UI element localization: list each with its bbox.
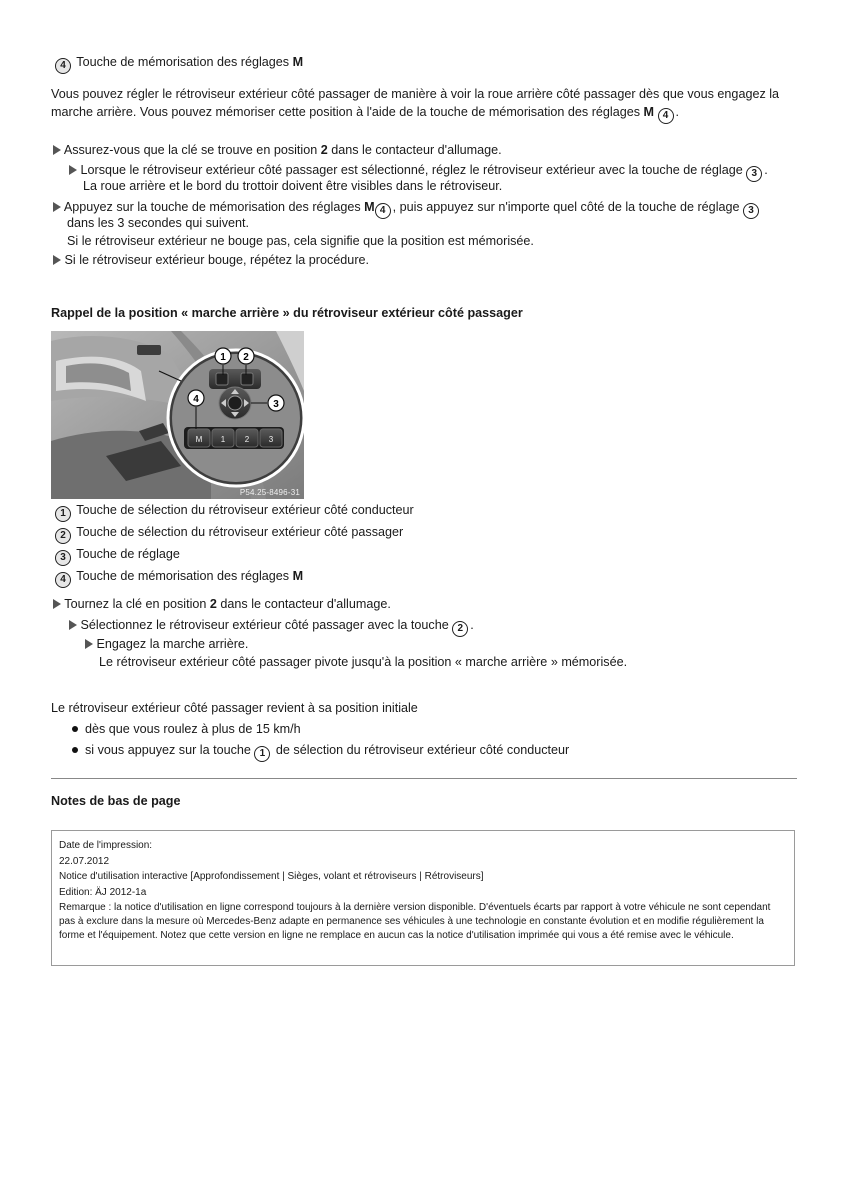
- step-text: Lorsque le rétroviseur extérieur côté passager est sélectionné, réglez le rétroviseur extérieur avec la touche de réglage: [80, 163, 743, 177]
- callout-1-icon: 1: [55, 506, 71, 522]
- bullet-item: [72, 742, 569, 762]
- callout-3-icon: 3: [743, 203, 759, 219]
- return-intro: Le rétroviseur extérieur côté passager revient à sa position initiale: [51, 701, 418, 715]
- callout-1-label: 1: [220, 352, 226, 363]
- step-continuation: dans les 3 secondes qui suivent.: [67, 216, 250, 230]
- callout-2-label: 2: [243, 352, 249, 363]
- print-date-value: 22.07.2012: [59, 855, 110, 867]
- callout-1-icon: 1: [254, 746, 270, 762]
- callout-3-icon: 3: [55, 550, 71, 566]
- step-text: Engagez la marche arrière.: [96, 637, 249, 651]
- step-continuation: La roue arrière et le bord du trottoir doivent être visibles dans le rétroviseur.: [83, 179, 503, 193]
- legend-text: Touche de mémorisation des réglages: [76, 569, 290, 583]
- step-text: Si le rétroviseur extérieur bouge, répétez la procédure.: [64, 253, 370, 267]
- memory-button-3: 3: [268, 435, 274, 444]
- breadcrumb-path: Notice d'utilisation interactive [Approfondissement | Sièges, volant et rétroviseurs | Rétroviseurs]: [59, 871, 484, 883]
- intro-legend-item-4: [55, 54, 303, 74]
- callout-4-icon: 4: [55, 58, 71, 74]
- step-text: dans le contacteur d'allumage.: [220, 597, 391, 611]
- step-text: Tournez la clé en position: [64, 597, 207, 611]
- legend-item-2: [55, 524, 403, 544]
- bullet-dot-icon: [72, 726, 78, 732]
- step-continuation: Si le rétroviseur extérieur ne bouge pas, cela signifie que la position est mémorisée.: [67, 234, 534, 248]
- print-date-label: Date de l'impression:: [59, 840, 153, 851]
- step-bold: 2: [320, 143, 328, 157]
- legend-text: Touche de réglage: [76, 547, 180, 561]
- callout-2-icon: 2: [452, 621, 468, 637]
- remark: Remarque : la notice d'utilisation en ligne correspond toujours à la dernière version disponible. D'éventuels écarts par rapport à votre véhicule ne sont cependant pas à exclure dans la mesure où Mercedes-Benz adapte en permanence ses véhicules à une technologie en constante évolution et en modifie régulièrement la forme et l'équipement. Notez que cette version en ligne ne remplace en aucun cas la notice d'utilisation imprimée qui vous a été remise avec le véhicule.: [59, 902, 771, 941]
- step-bold: M: [364, 200, 375, 214]
- callout-4-icon: 4: [658, 108, 674, 124]
- memory-button-1: 1: [220, 435, 226, 444]
- step-bold: 2: [209, 597, 217, 611]
- memory-button-m: M: [195, 435, 203, 444]
- door-control-panel-figure: [51, 331, 304, 499]
- step-text: dans le contacteur d'allumage.: [331, 143, 502, 157]
- intro-paragraph-bold: M: [643, 105, 655, 119]
- triangle-bullet-icon: [85, 639, 93, 649]
- intro-paragraph-text: marche arrière. Vous pouvez mémoriser cette position à l'aide de la touche de mémorisation des réglages: [51, 105, 641, 119]
- intro-paragraph-line2: [51, 104, 679, 124]
- legend-bold: M: [292, 569, 304, 583]
- legend-item-4: [55, 568, 303, 588]
- intro-paragraph-line1: Vous pouvez régler le rétroviseur extérieur côté passager de manière à voir la roue arrière côté passager dès que vous engagez la: [51, 87, 780, 101]
- bullet-text: de sélection du rétroviseur extérieur côté conducteur: [275, 743, 570, 757]
- intro-item4-bold: M: [292, 55, 304, 69]
- memory-button-2: 2: [244, 435, 250, 444]
- step-text: Appuyez sur la touche de mémorisation des réglages: [63, 200, 361, 214]
- step-item: [53, 252, 369, 269]
- triangle-bullet-icon: [53, 255, 61, 265]
- callout-4-label: 4: [193, 394, 199, 405]
- callout-3-label: 3: [273, 399, 279, 410]
- bullet-text: si vous appuyez sur la touche: [85, 743, 251, 757]
- callout-4-icon: 4: [55, 572, 71, 588]
- legend-text: Touche de sélection du rétroviseur extérieur côté passager: [76, 525, 404, 539]
- figure-code: P54.25-8496-31: [239, 488, 300, 497]
- edition: Edition: ÄJ 2012-1a: [59, 886, 147, 898]
- callout-2-icon: 2: [55, 528, 71, 544]
- bullet-item: [72, 721, 301, 738]
- intro-item4-label: Touche de mémorisation des réglages: [76, 55, 290, 69]
- triangle-bullet-icon: [53, 202, 61, 212]
- triangle-bullet-icon: [69, 620, 77, 630]
- legend-item-1: [55, 502, 414, 522]
- bullet-dot-icon: [72, 747, 78, 753]
- triangle-bullet-icon: [53, 599, 61, 609]
- section-heading: Rappel de la position « marche arrière » du rétroviseur extérieur côté passager: [51, 306, 523, 320]
- intro-paragraph-end: .: [675, 105, 680, 119]
- step-end: .: [764, 163, 768, 177]
- step-end: .: [470, 618, 474, 632]
- step-item: [85, 636, 248, 653]
- footnotes-title: Notes de bas de page: [51, 794, 181, 808]
- legend-item-3: [55, 546, 180, 566]
- bullet-text: dès que vous roulez à plus de 15 km/h: [85, 722, 301, 736]
- footnotes-box: [51, 830, 795, 966]
- callout-3-icon: 3: [746, 166, 762, 182]
- step-item: [53, 596, 391, 613]
- step-continuation: Le rétroviseur extérieur côté passager pivote jusqu'à la position « marche arrière » mémorisée.: [99, 655, 628, 669]
- legend-text: Touche de sélection du rétroviseur extérieur côté conducteur: [76, 503, 414, 517]
- step-text: Assurez-vous que la clé se trouve en position: [63, 143, 318, 157]
- step-text: , puis appuyez sur n'importe quel côté de la touche de réglage: [392, 200, 740, 214]
- triangle-bullet-icon: [53, 145, 61, 155]
- step-item: [53, 142, 502, 159]
- triangle-bullet-icon: [69, 165, 77, 175]
- step-item: [69, 617, 474, 637]
- door-panel-illustration: [51, 331, 304, 499]
- callout-4-icon: 4: [375, 203, 391, 219]
- section-divider: [51, 778, 797, 779]
- step-text: Sélectionnez le rétroviseur extérieur côté passager avec la touche: [80, 618, 449, 632]
